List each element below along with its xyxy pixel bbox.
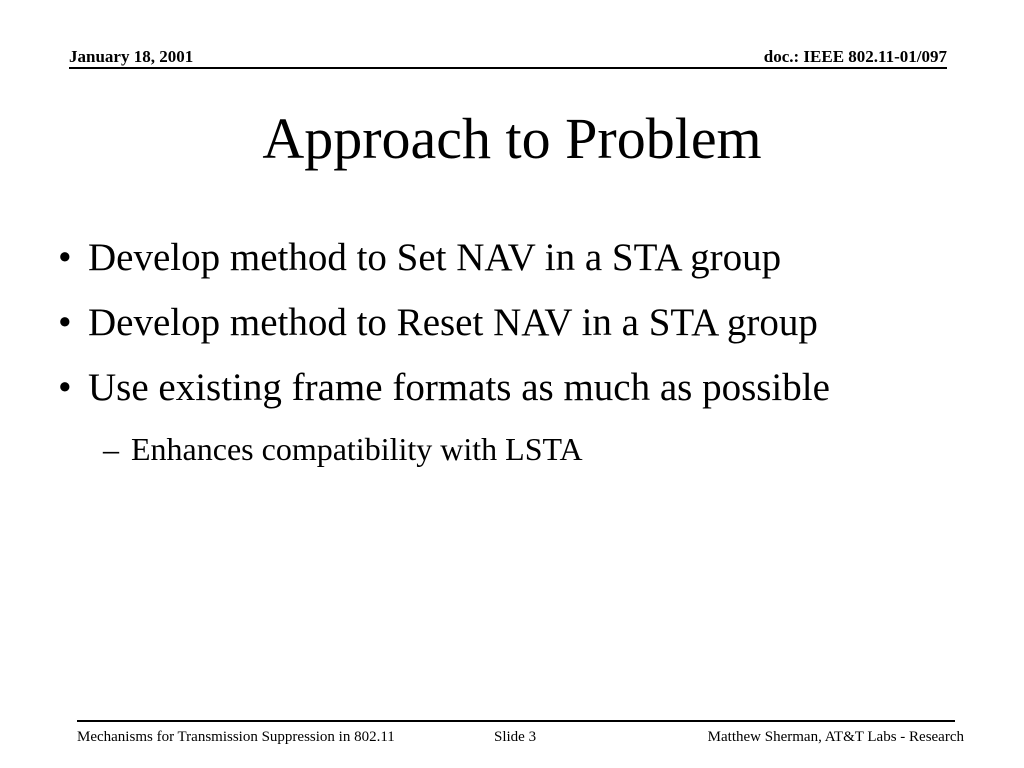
footer-divider [77,720,955,722]
bullet-text: Use existing frame formats as much as possible [88,366,830,409]
bullet-item [58,365,830,411]
footer-presentation-title: Mechanisms for Transmission Suppression in 802.11 [77,729,395,745]
bullet-marker: • [58,366,72,409]
sub-bullet-marker: – [103,431,119,467]
bullet-text: Develop method to Set NAV in a STA group [88,236,782,279]
bullet-marker: • [58,301,72,344]
slide-title: Approach to Problem [262,106,762,171]
sub-bullet-item [103,430,583,468]
header-date: January 18, 2001 [69,47,194,66]
bullet-text: Develop method to Reset NAV in a STA group [88,301,818,344]
bullet-item [58,300,818,346]
bullet-item [58,235,781,281]
footer-slide-number: Slide 3 [494,729,537,745]
header-doc-id: doc.: IEEE 802.11-01/097 [763,47,947,66]
bullet-marker: • [58,236,72,279]
footer-author: Matthew Sherman, AT&T Labs - Research [707,729,964,745]
sub-bullet-text: Enhances compatibility with LSTA [131,431,583,467]
